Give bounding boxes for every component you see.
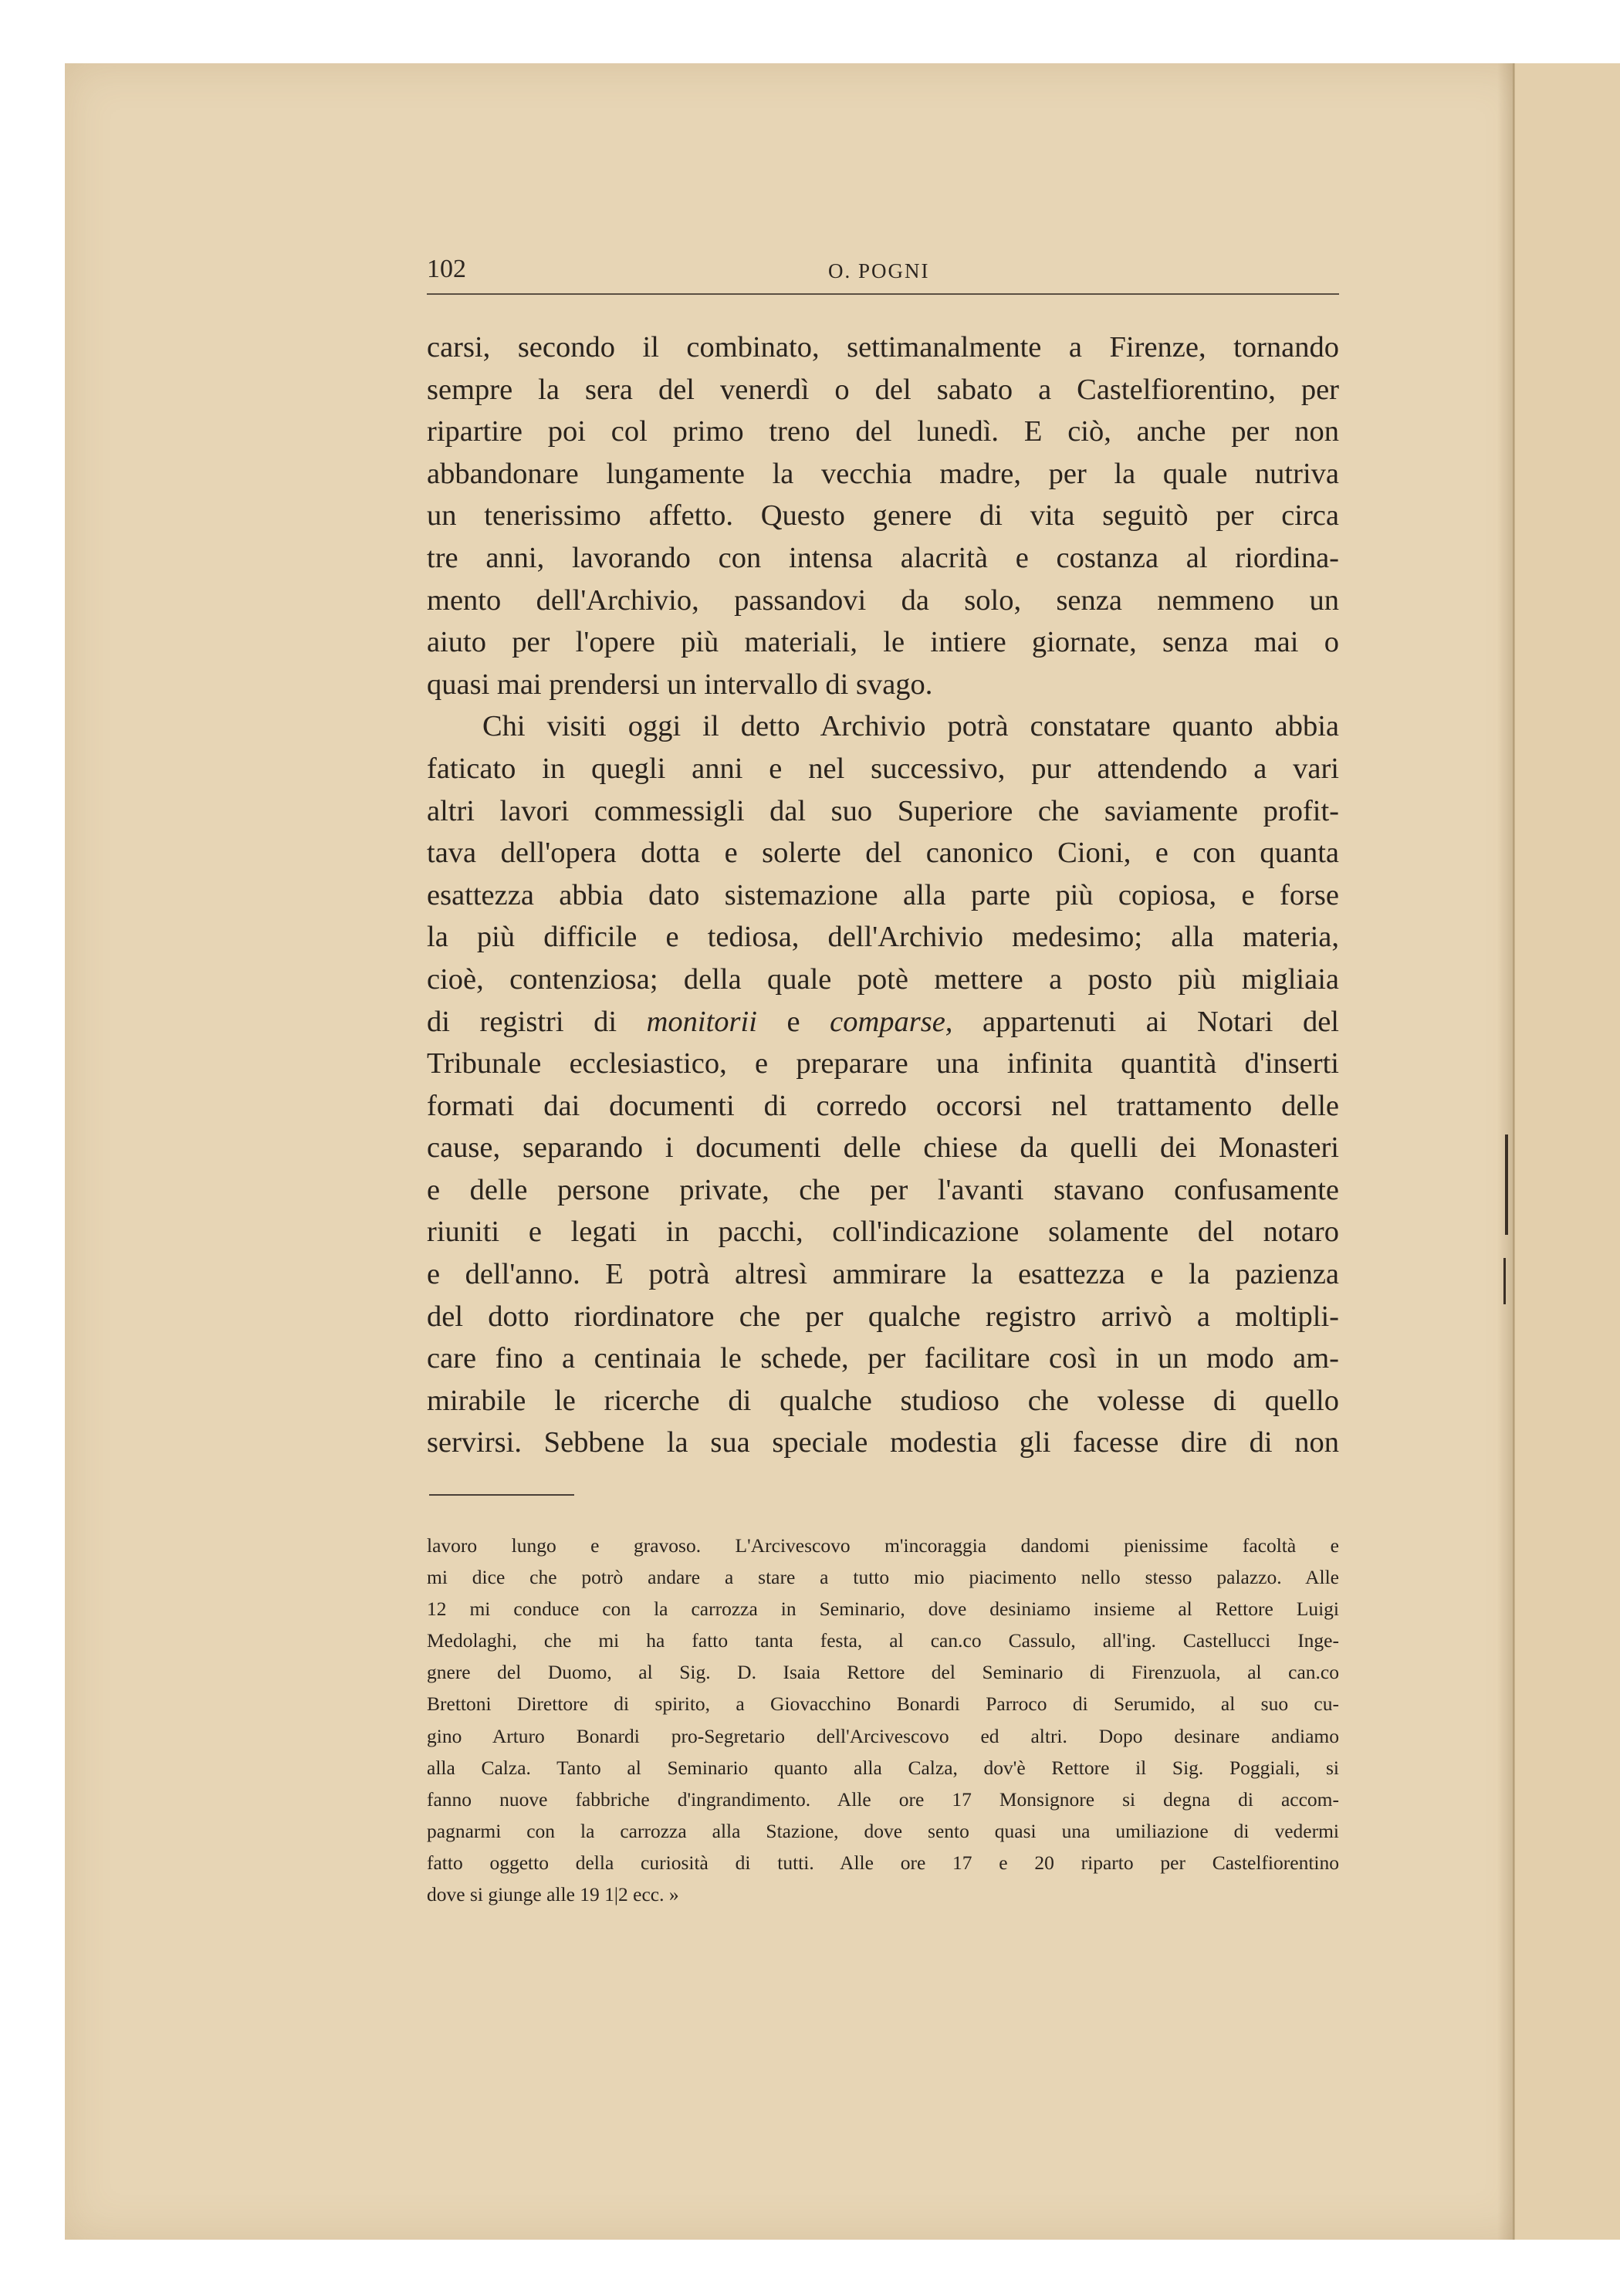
italic-term: monitorii: [646, 1005, 757, 1038]
text-line: la più difficile e tediosa, dell'Archivio medesimo; alla materia,: [427, 921, 1339, 954]
adjacent-page-edge: [1513, 63, 1620, 2240]
edge-mark: [1503, 1258, 1506, 1304]
footnote-line: 12 mi conduce con la carrozza in Seminario, dove desiniamo insieme al Rettore Luigi: [427, 1598, 1339, 1621]
text-segment: appartenuti ai Notari del: [952, 1005, 1339, 1038]
header-rule: [427, 293, 1339, 295]
footnote-line: gnere del Duomo, al Sig. D. Isaia Rettore del Seminario di Firenzuola, al can.co: [427, 1661, 1339, 1684]
text-line: del dotto riordinatore che per qualche registro arrivò a moltipli-: [427, 1300, 1339, 1333]
footnote-line: gino Arturo Bonardi pro-Segretario dell'Arcivescovo ed altri. Dopo desinare andiamo: [427, 1724, 1339, 1747]
footnote-line: lavoro lungo e gravoso. L'Arcivescovo m'incoraggia dandomi pienissime facoltà e: [427, 1534, 1339, 1557]
footnote-line: alla Calza. Tanto al Seminario quanto alla Calza, dov'è Rettore il Sig. Poggiali, si: [427, 1756, 1339, 1779]
text-line: Tribunale ecclesiastico, e preparare una infinita quantità d'inserti: [427, 1047, 1339, 1080]
text-line: altri lavori commessigli dal suo Superiore che saviamente profit-: [427, 794, 1339, 827]
text-line: care fino a centinaia le schede, per facilitare così in un modo am-: [427, 1342, 1339, 1375]
text-line: Chi visiti oggi il detto Archivio potrà constatare quanto abbia: [482, 710, 1339, 743]
text-line: cioè, contenziosa; della quale potè mettere a posto più migliaia: [427, 962, 1339, 996]
running-head: O. POGNI: [828, 259, 930, 282]
text-line: formati dai documenti di corredo occorsi nel trattamento delle: [427, 1089, 1339, 1122]
footnote-line: dove si giunge alle 19 1|2 ecc. »: [427, 1883, 679, 1906]
footnote-line: fanno nuove fabbriche d'ingrandimento. Alle ore 17 Monsignore si degna di accom-: [427, 1787, 1339, 1811]
footnote-line: mi dice che potrò andare a stare a tutto mio piacimento nello stesso palazzo. Alle: [427, 1566, 1339, 1589]
footnote-rule: [429, 1494, 574, 1496]
text-line: esattezza abbia dato sistemazione alla parte più copiosa, e forse: [427, 878, 1339, 911]
footnote-line: pagnarmi con la carrozza alla Stazione, dove sento quasi una umiliazione di vedermi: [427, 1819, 1339, 1842]
italic-term: comparse,: [830, 1005, 953, 1038]
text-line: ripartire poi col primo treno del lunedì. E ciò, anche per non: [427, 415, 1339, 448]
text-line: aiuto per l'opere più materiali, le intiere giornate, senza mai o: [427, 626, 1339, 659]
footnote-line: Medolaghi, che mi ha fatto tanta festa, al can.co Cassulo, all'ing. Castellucci Inge-: [427, 1629, 1339, 1652]
text-line: servirsi. Sebbene la sua speciale modestia gli facesse dire di non: [427, 1426, 1339, 1459]
text-line: un tenerissimo affetto. Questo genere di vita seguitò per circa: [427, 499, 1339, 533]
footnote: [427, 1530, 1339, 1910]
edge-mark: [1505, 1134, 1508, 1235]
text-line: faticato in quegli anni e nel successivo, pur attendendo a vari: [427, 752, 1339, 785]
text-line: mento dell'Archivio, passandovi da solo, senza nemmeno un: [427, 583, 1339, 617]
text-line: carsi, secondo il combinato, settimanalmente a Firenze, tornando: [427, 331, 1339, 364]
text-line: abbandonare lungamente la vecchia madre, per la quale nutriva: [427, 457, 1339, 490]
page-number: 102: [427, 255, 466, 283]
text-line: cause, separando i documenti delle chiese da quelli dei Monasteri: [427, 1131, 1339, 1165]
text-segment: e: [756, 1005, 830, 1038]
text-line: e dell'anno. E potrà altresì ammirare la esattezza e la pazienza: [427, 1258, 1339, 1291]
main-text: [427, 326, 1339, 1464]
text-line: riuniti e legati in pacchi, coll'indicazione solamente del notaro: [427, 1216, 1339, 1249]
text-line-italic-terms: [427, 1001, 1339, 1043]
text-line: e delle persone private, che per l'avanti stavano confusamente: [427, 1173, 1339, 1206]
footnote-line: fatto oggetto della curiosità di tutti. Alle ore 17 e 20 riparto per Castelfiorentino: [427, 1851, 1339, 1874]
page-header: [427, 247, 1339, 290]
footnote-line: Brettoni Direttore di spirito, a Giovacchino Bonardi Parroco di Serumido, al suo cu-: [427, 1692, 1339, 1716]
text-line: quasi mai prendersi un intervallo di svago.: [427, 668, 933, 701]
text-segment: di registri di: [427, 1005, 647, 1038]
text-line: tava dell'opera dotta e solerte del canonico Cioni, e con quanta: [427, 837, 1339, 870]
text-line: mirabile le ricerche di qualche studioso che volesse di quello: [427, 1384, 1339, 1417]
text-line: tre anni, lavorando con intensa alacrità e costanza al riordina-: [427, 541, 1339, 574]
text-line: sempre la sera del venerdì o del sabato a Castelfiorentino, per: [427, 373, 1339, 406]
